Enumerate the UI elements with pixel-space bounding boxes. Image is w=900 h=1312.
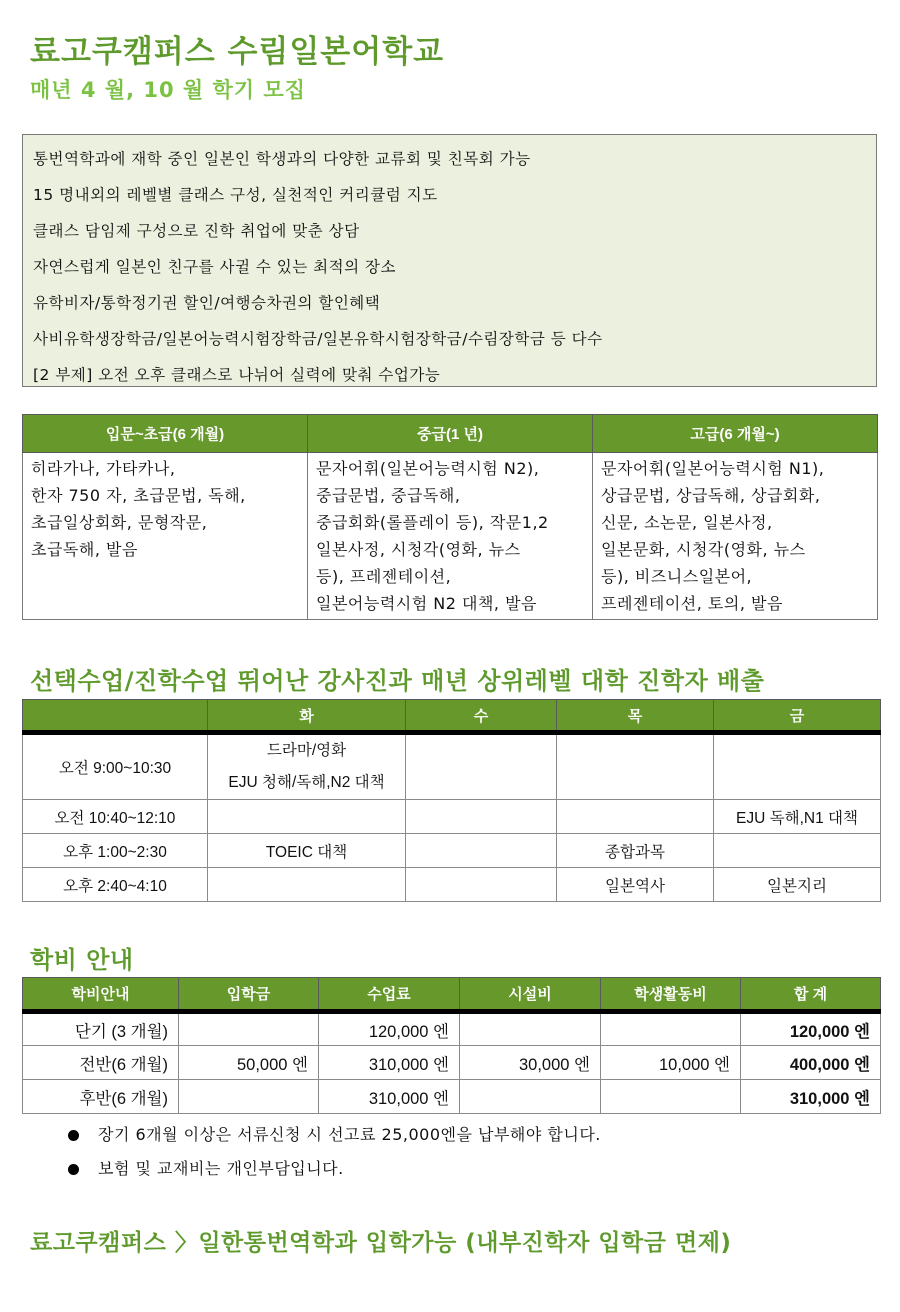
schedule-header-tue: 화 [208,700,406,733]
class-cell: 일본역사 [557,868,714,902]
fee-facility [460,1080,601,1114]
feature-item: 사비유학생장학금/일본어능력시험장학금/일본유학시험장학금/수림장학금 등 다수 [33,330,603,348]
class-cell [406,733,557,800]
level-cell-advanced: 문자어휘(일본어능력시험 N1), 상급문법, 상급독해, 상급회화, 신문, 소논문, 일본사정, 일본문화, 시청각(영화, 뉴스 등), 비즈니스일본어, 프레젠테이션, 토의, 발음 [593,453,878,620]
fee-activity: 10,000 엔 [601,1046,741,1080]
feature-item: 통번역학과에 재학 중인 일본인 학생과의 다양한 교류회 및 친목회 가능 [33,150,531,168]
features-box [22,134,877,387]
recruitment-subtitle: 매년 4 월, 10 월 학기 모집 [30,78,306,102]
schedule-header-time [23,700,208,733]
time-cell: 오후 2:40~4:10 [23,868,208,902]
table-row [23,733,881,800]
time-cell: 오후 1:00~2:30 [23,834,208,868]
fee-tuition: 310,000 엔 [319,1046,460,1080]
feature-item: 자연스럽게 일본인 친구를 사귈 수 있는 최적의 장소 [33,258,396,276]
fees-header-category: 학비안내 [23,978,179,1012]
table-row [23,1012,881,1046]
bullet-icon [68,1130,79,1141]
level-header-intermediate: 중급(1 년) [308,415,593,453]
time-cell: 오전 9:00~10:30 [23,733,208,800]
fee-facility: 30,000 엔 [460,1046,601,1080]
fee-category: 전반(6 개월) [23,1046,179,1080]
table-row [23,800,881,834]
level-header-advanced: 고급(6 개월~) [593,415,878,453]
note-item: 보험 및 교재비는 개인부담입니다. [68,1156,601,1190]
table-row [23,834,881,868]
table-row [23,1080,881,1114]
fee-total: 120,000 엔 [741,1012,881,1046]
feature-item: 클래스 담임제 구성으로 진학 취업에 맞춘 상담 [33,222,360,240]
class-cell: 일본지리 [714,868,881,902]
schedule-table [22,699,881,902]
fees-section-title: 학비 안내 [30,946,134,974]
schedule-header-fri: 금 [714,700,881,733]
school-title: 료고쿠캠퍼스 수림일본어학교 [30,34,445,70]
level-curriculum-table [22,414,878,620]
fee-total: 310,000 엔 [741,1080,881,1114]
class-cell [557,733,714,800]
fees-header-facility: 시설비 [460,978,601,1012]
schedule-section-title: 선택수업/진학수업 뛰어난 강사진과 매년 상위레벨 대학 진학자 배출 [30,667,765,695]
fee-tuition: 310,000 엔 [319,1080,460,1114]
class-cell [208,800,406,834]
level-cell-beginner: 히라가나, 가타카나, 한자 750 자, 초급문법, 독해, 초급일상회화, 문형작문, 초급독해, 발음 [23,453,308,620]
class-cell [557,800,714,834]
note-item: 장기 6개월 이상은 서류신청 시 선고료 25,000엔을 납부해야 합니다. [68,1122,601,1156]
level-cell-intermediate: 문자어휘(일본어능력시험 N2), 중급문법, 중급독해, 중급회화(롤플레이 등), 작문1,2 일본사정, 시청각(영화, 뉴스 등), 프레젠테이션, 일본어능력시험 N2 대책, 발음 [308,453,593,620]
fee-tuition: 120,000 엔 [319,1012,460,1046]
fee-category: 단기 (3 개월) [23,1012,179,1046]
level-header-beginner: 입문~초급(6 개월) [23,415,308,453]
fee-admission [179,1012,319,1046]
class-cell [208,868,406,902]
schedule-header-thu: 목 [557,700,714,733]
fee-activity [601,1080,741,1114]
fees-header-activity: 학생활동비 [601,978,741,1012]
fees-header-total: 합 계 [741,978,881,1012]
fee-category: 후반(6 개월) [23,1080,179,1114]
class-cell [406,834,557,868]
bullet-icon [68,1164,79,1175]
footer-promo: 료고쿠캠퍼스 〉일한통번역학과 입학가능 (내부진학자 입학금 면제) [30,1230,732,1256]
feature-item: [2 부제] 오전 오후 클래스로 나뉘어 실력에 맞춰 수업가능 [33,366,441,384]
class-cell: TOEIC 대책 [208,834,406,868]
fees-header-tuition: 수업료 [319,978,460,1012]
class-cell: 드라마/영화 EJU 청해/독해,N2 대책 [208,733,406,800]
fee-total: 400,000 엔 [741,1046,881,1080]
table-row [23,868,881,902]
fee-facility [460,1012,601,1046]
fees-table [22,977,881,1114]
class-cell: 종합과목 [557,834,714,868]
class-cell [714,733,881,800]
fee-activity [601,1012,741,1046]
fee-admission [179,1080,319,1114]
class-cell: EJU 독해,N1 대책 [714,800,881,834]
class-cell [714,834,881,868]
time-cell: 오전 10:40~12:10 [23,800,208,834]
fee-notes [68,1122,601,1190]
class-cell [406,800,557,834]
feature-item: 유학비자/통학정기권 할인/여행승차권의 할인혜택 [33,294,381,312]
table-row [23,1046,881,1080]
schedule-header-wed: 수 [406,700,557,733]
fees-header-admission: 입학금 [179,978,319,1012]
fee-admission: 50,000 엔 [179,1046,319,1080]
feature-item: 15 명내외의 레벨별 클래스 구성, 실천적인 커리큘럼 지도 [33,186,438,204]
class-cell [406,868,557,902]
